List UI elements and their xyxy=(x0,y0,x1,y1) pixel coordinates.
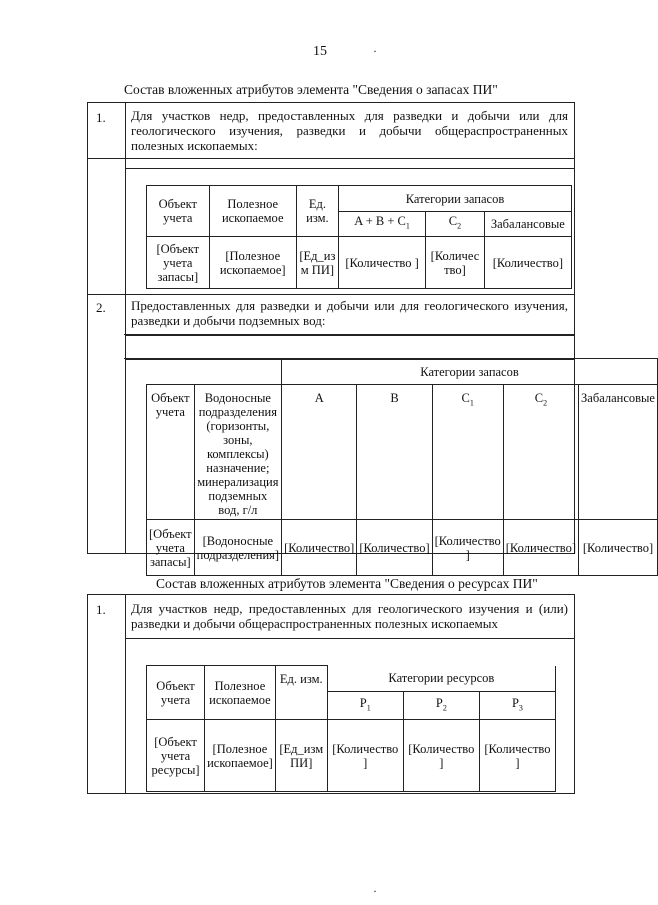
header-unit: Ед. изм. xyxy=(275,666,327,720)
row-divider xyxy=(125,335,574,336)
header-unit: Ед. изм. xyxy=(296,186,338,237)
row-divider xyxy=(88,294,574,295)
value-quantity: [Количество ] xyxy=(479,720,555,792)
page-mark: · xyxy=(373,884,377,898)
value-quantity: [Количество ] xyxy=(327,720,403,792)
column-divider xyxy=(125,595,126,793)
header-category-p3: $P_3$ xyxy=(479,692,555,720)
value-quantity: [Количество] xyxy=(357,520,432,576)
header-object: Объект учета xyxy=(147,666,205,720)
item-number: 1. xyxy=(96,602,106,617)
item-description: Для участков недр, предоставленных для разведки и добычи или для геологического изучения, разведки и добычи общераспространенных полезных ископаемых: xyxy=(131,108,568,153)
reserves-inner-table-2 xyxy=(146,358,658,576)
header-categories: Категории ресурсов xyxy=(327,666,555,692)
value-unit: [Ед_изм ПИ] xyxy=(275,720,327,792)
item-number: 2. xyxy=(96,300,106,315)
value-unit: [Ед_из м ПИ] xyxy=(296,237,338,289)
column-divider xyxy=(125,103,126,553)
resources-inner-table xyxy=(146,665,556,792)
value-object: [Объект учета запасы] xyxy=(147,237,210,289)
value-aquifer: [Водоносные подразделения] xyxy=(194,520,281,576)
value-mineral: [Полезное ископаемое] xyxy=(205,720,276,792)
header-category-offbalance: Забалансовые xyxy=(579,385,658,520)
value-quantity: [Количество] xyxy=(579,520,658,576)
header-category-a: A xyxy=(282,385,357,520)
header-category-p2: $P_2$ xyxy=(403,692,479,720)
header-category-offbalance: Забалансовые xyxy=(484,212,571,237)
header-category-abc1: $A + B + C_1$ xyxy=(338,212,425,237)
value-object: [Объект учета ресурсы] xyxy=(147,720,205,792)
header-object: Объект учета xyxy=(147,186,210,237)
empty-header-cell xyxy=(147,359,282,385)
item-description: Для участков недр, предоставленных для геологического изучения и (или) разведки и добычи общераспространенных полезных ископаемых xyxy=(131,601,568,631)
header-categories: Категории запасов xyxy=(338,186,571,212)
header-object: Объект учета xyxy=(147,385,195,520)
header-category-c1: $C_1$ xyxy=(432,385,503,520)
row-divider xyxy=(88,158,574,159)
header-mineral: Полезное ископаемое xyxy=(205,666,276,720)
reserves-caption: Состав вложенных атрибутов элемента "Сведения о запасах ПИ" xyxy=(124,82,498,97)
page-number: 15 xyxy=(313,44,327,59)
value-quantity: [Количество ] xyxy=(338,237,425,289)
header-categories: Категории запасов xyxy=(282,359,658,385)
reserves-inner-table-1 xyxy=(146,185,572,289)
value-quantity: [Количес тво] xyxy=(426,237,485,289)
header-mineral: Полезное ископаемое xyxy=(209,186,296,237)
value-quantity: [Количество] xyxy=(503,520,578,576)
value-quantity: [Количество] xyxy=(484,237,571,289)
header-category-c2: $C_2$ xyxy=(426,212,485,237)
value-mineral: [Полезное ископаемое] xyxy=(209,237,296,289)
header-aquifer: Водоносные подразделения (горизонты, зоны, комплексы) назначение; минерализация подземных вод, г/л xyxy=(194,385,281,520)
resources-caption: Состав вложенных атрибутов элемента "Сведения о ресурсах ПИ" xyxy=(156,576,538,591)
value-quantity: [Количество ] xyxy=(403,720,479,792)
header-category-b: B xyxy=(357,385,432,520)
header-category-c2: $C_2$ xyxy=(503,385,578,520)
row-divider xyxy=(125,168,574,169)
value-object: [Объект учета запасы] xyxy=(147,520,195,576)
header-category-p1: $P_1$ xyxy=(327,692,403,720)
row-divider xyxy=(124,334,574,335)
value-quantity: [Количество ] xyxy=(432,520,503,576)
item-number: 1. xyxy=(96,110,106,125)
row-divider xyxy=(125,638,574,639)
value-quantity: [Количество] xyxy=(282,520,357,576)
page-mark: · xyxy=(373,44,377,58)
item-description: Предоставленных для разведки и добычи или для геологического изучения, разведки и добычи подземных вод: xyxy=(131,298,568,328)
